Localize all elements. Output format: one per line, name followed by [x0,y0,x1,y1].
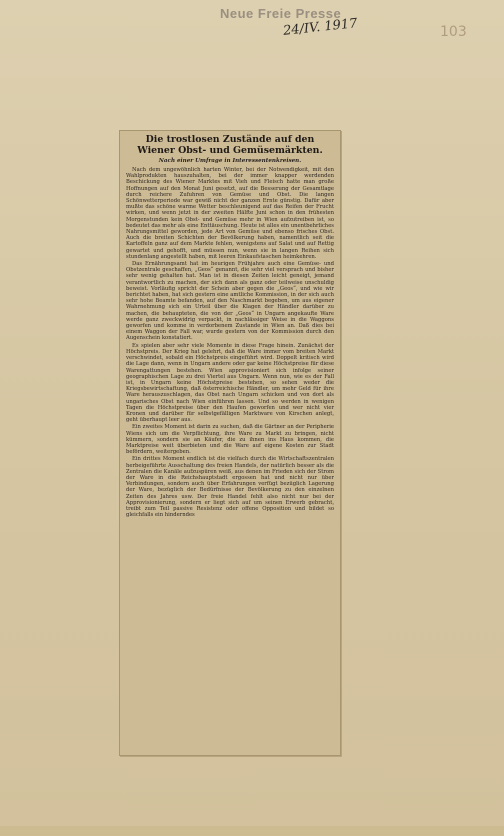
article-body [126,167,334,518]
handwritten-date: 24/IV. 1917 [282,16,359,39]
article-paragraph: Ein drittes Moment endlich ist die vielfach durch die Wirtschaftszentralen herbeigeführte Ausschaltung des freien Handels, der natürlich besser als die Zentralen die Kanäle aufzuspüren weiß, aus denen im Frieden sich der Strom der Ware in die Reichshauptstadt ergossen hat und nicht nur über Verbindungen, sondern auch über Erfahrungen verfügt bezüglich Lagerung der Ware, bezüglich der Bedürfnisse der Bevölkerung zu den einzelnen Zeiten des Jahres usw. Der freie Handel fehlt also nicht nur bei der Approvisionierung, sondern er liegt sich auf um seinen Erwerb gebracht, treibt zum Teil passive Resistenz oder offene Opposition und bildet so gleichfalls ein hinderndes [126,456,334,519]
page-number: 103 [440,24,467,40]
article-subheadline: Nach einer Umfrage in Interessentenkreisen. [158,158,302,164]
article-headline: Die trostlosen Zustände auf den Wiener Obst- und Gemüsemärkten. [137,134,323,156]
article-paragraph: Ein zweites Moment ist darin zu suchen, daß die Gärtner an der Peripherie Wiens sich um die Verpflichtung, ihre Ware zu Markt zu bringen, nicht kümmern, sondern sie an Käufer, die zu ihnen ins Haus kommen, die Marktpreise weit überbieten und die Ware auf eigene Kosten zur Stadt befördern, weitergeben. [126,424,334,456]
newspaper-stamp: Neue Freie Presse [220,6,342,21]
page-bottom-edge [0,826,504,836]
article-paragraph: Nach dem ungewöhnlich harten Winter, bei der Notwendigkeit, mit den Wahlprodukten hauszuhalten, bei der immer knapper werdenden Beschickung des Wiener Marktes mit Vieh und Fleisch hatte man große Hoffnungen auf den Monat Juni gesetzt, auf die Besserung der Gesamtlage durch reichere Zufuhren von Gemüse und Obst. Die langen Schönwetterperiode war gewiß nicht der ganzen Ernte günstig. Dafür aber mußte das schöne warme Wetter beschleunigend auf das Reifen der Frucht wirken, und wenn jetzt in der zweiten Hälfte Juni schon in den frühesten Morgenstunden kein Obst- und Gemüse mehr in Wien aufzutreiben ist, so bedeutet das mehr als eine Enttäuschung. Heute ist alles ein unentbehrliches Nahrungsmittel geworden, jede Art von Gemüse und ebenso frisches Obst. Auch die breiten Schichten der Bevölkerung haben, namentlich seit die Kartoffeln ganz auf dem Markte fehlen, wenigstens auf Salat und auf Rettig gewartet und gehofft, und müssen nun, wenn sie in langen Reihen sich stundenlang angestellt haben, mit leeren Einkaufstaschen heimkehren. [126,167,334,260]
newspaper-clipping [119,130,341,756]
article-paragraph: Das Ernährungsamt hat im heurigen Frühjahre auch eine Gemüse- und Obstzentrale geschaffen, „Geos“ genannt, die sehr viel versprach und bisher sehr wenig gehalten hat. Man ist in diesen Zeiten leicht geneigt, jemand verantwortlich zu machen, der sich dann als ganz oder teilweise unschuldig beweist. Vorläufig spricht der Schein aber gegen die „Geos“, und wie wir berichtet haben, hat sich gestern eine amtliche Kommission, in der sich auch sehr hohe Beamte befanden, auf den Naschmarkt begeben, um aus eigener Wahrnehmung sich ein Urteil über die Klagen der Händler darüber zu machen, die behaupteten, die von der „Geos“ in Ungarn angekaufte Ware werde ganz zweckwidrig verpackt, in nachlässiger Weise in die Waggons geworfen und komme in verdorbenem Zustande in Wien an. Daß dies bei einem Waggon der Fall war, wurde gestern von der Kommission durch den Augenschein konstatiert. [126,261,334,342]
article-paragraph: Es spielen aber sehr viele Momente in diese Frage hinein. Zunächst der Höchstpreis. Der Krieg hat gelehrt, daß die Ware immer vom breiten Markt verschwindet, sobald ein Höchstpreis eingeführt wird. Doppelt kritisch wird die Lage dann, wenn in Ungarn andere oder gar keine Höchstpreise für diese Warengattungen bestehen. Wien approvisioniert sich infolge seiner geographischen Lage zu drei Viertel aus Ungarn. Wenn nun, wie es der Fall ist, in Ungarn keine Höchstpreise bestehen, so sehen weder die Kriegsbewirtschaftung, daß österreichische Händler, um mehr Geld für ihre Ware herauszuschlagen, das Obst nach Ungarn schicken und von dort als ungarisches Obst nach Wien einführen lassen. Und so werden in wenigen Tagen die Höchstpreise über den Haufen geworfen und wer nicht vier Kronen und darüber für selbstgefälligen Marktware von Kirschen anlegt, geht überhaupt leer aus. [126,342,334,424]
